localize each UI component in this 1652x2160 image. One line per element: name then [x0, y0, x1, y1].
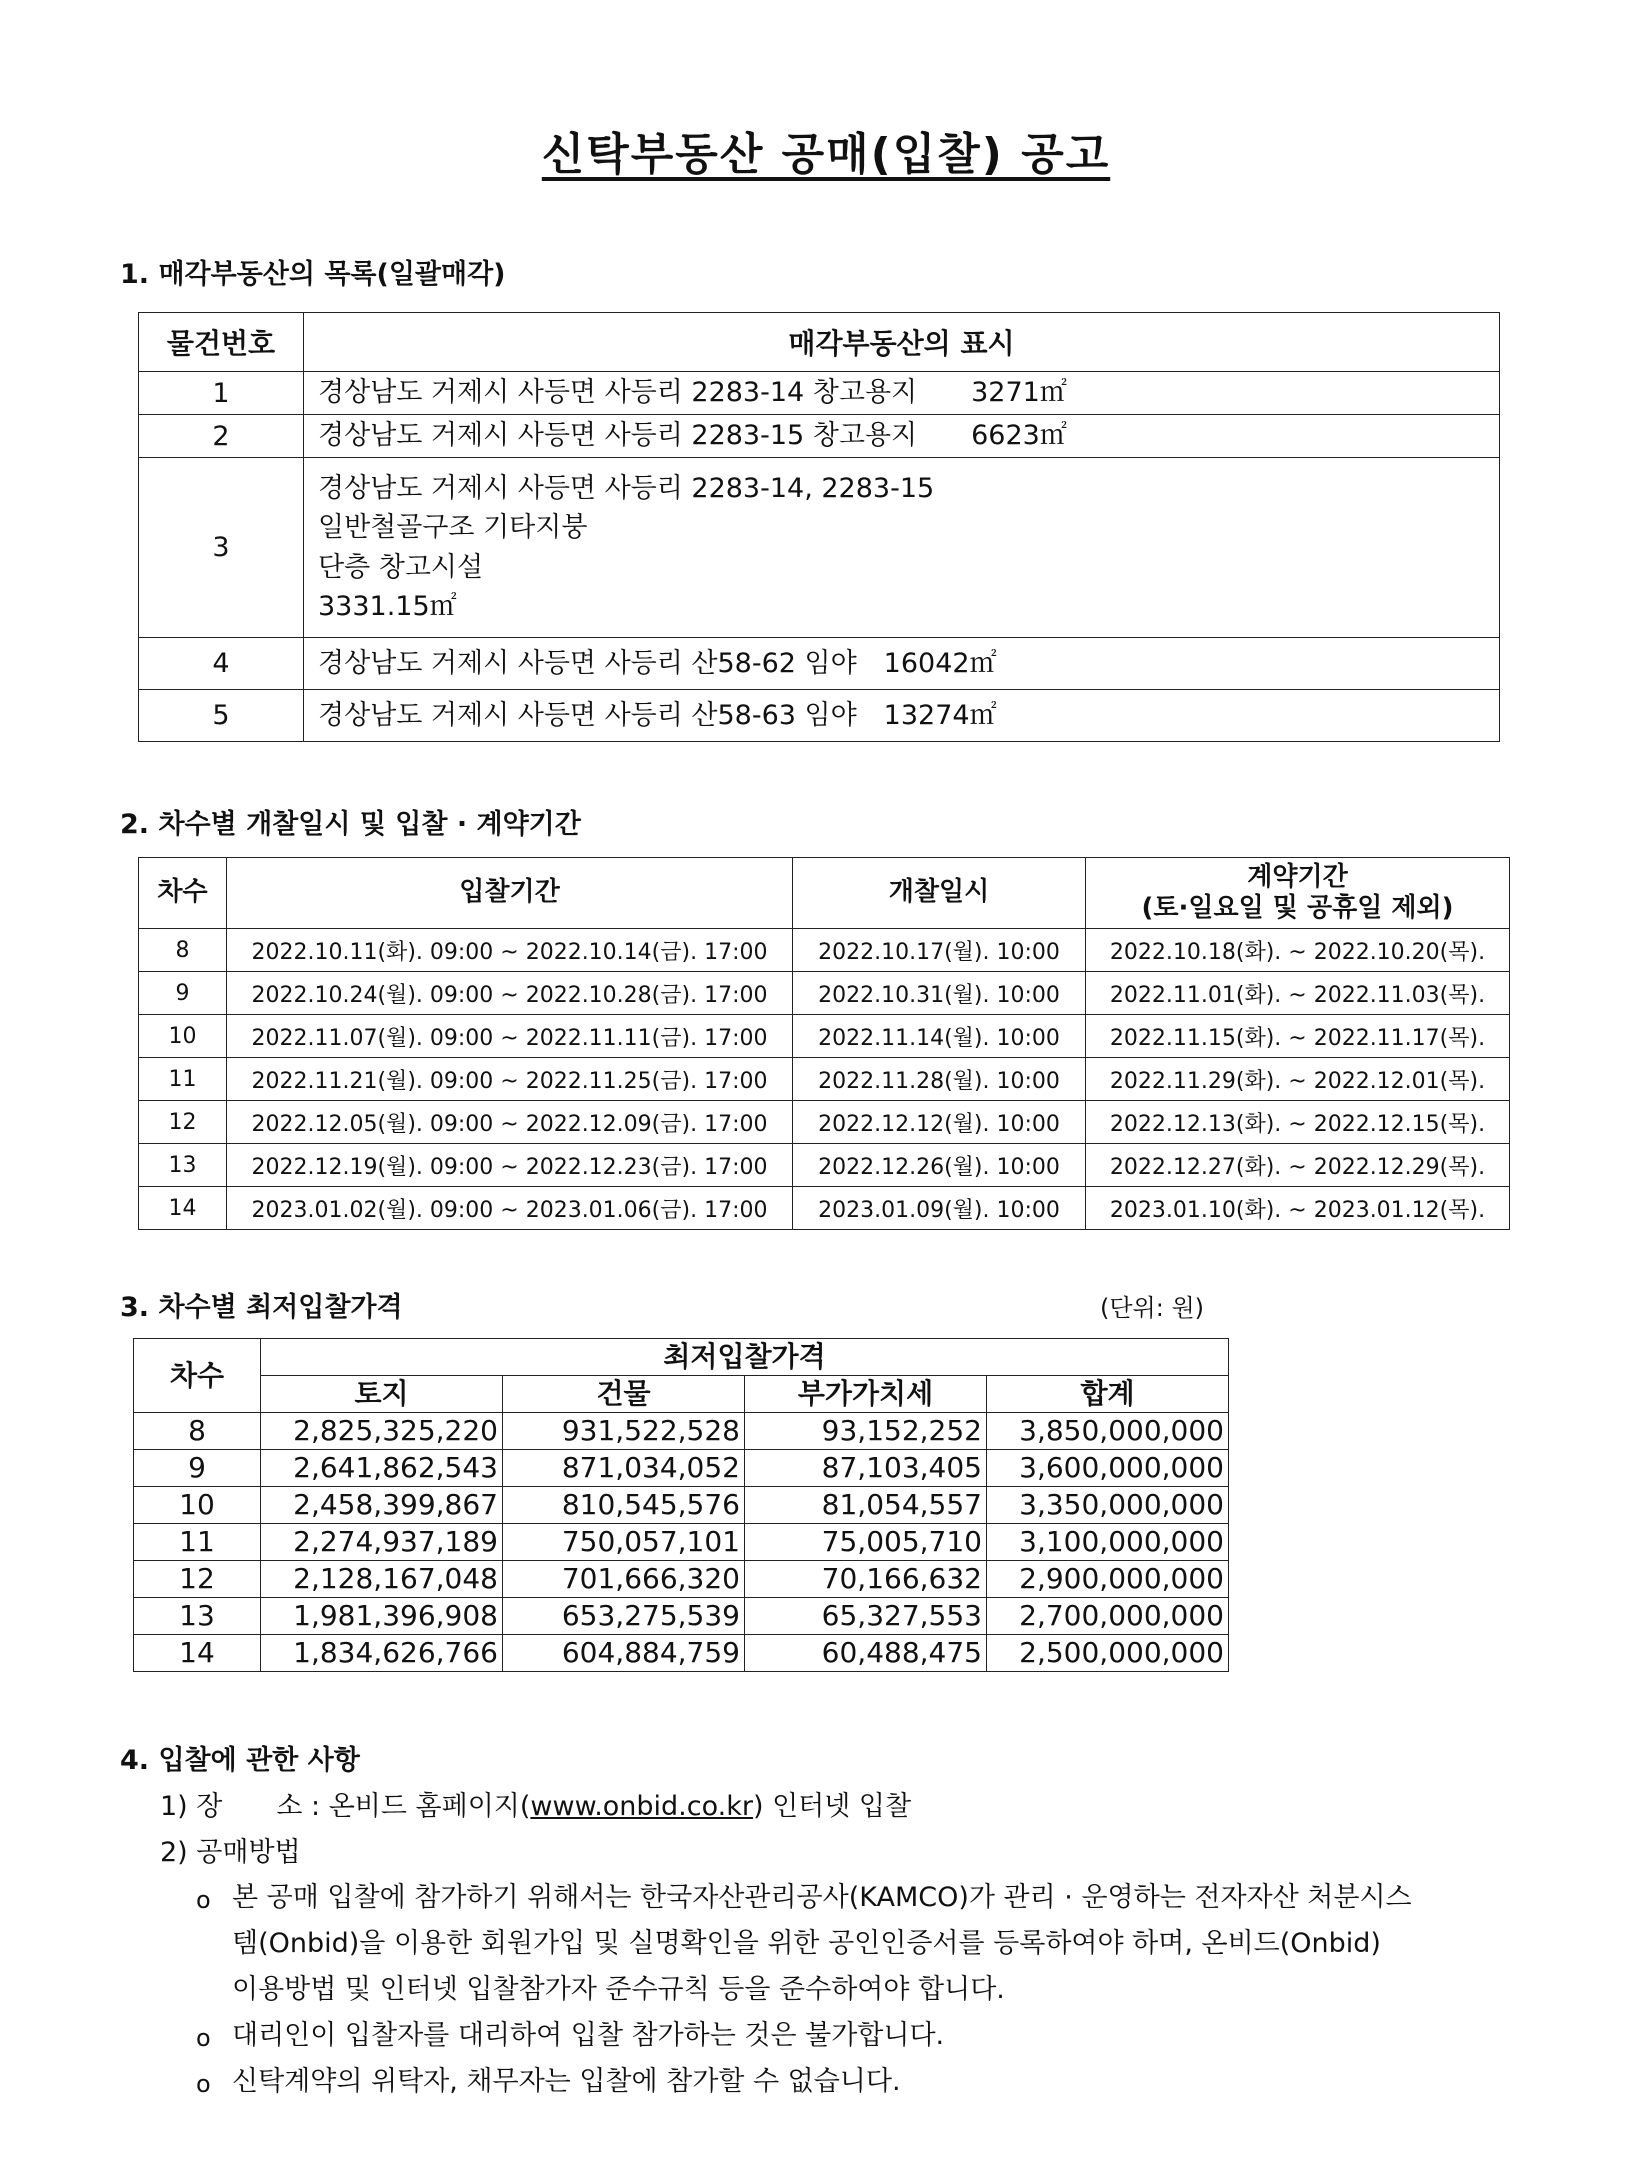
- header-min-price: 최저입찰가격: [261, 1339, 1229, 1376]
- land-price-cell: 2,274,937,189: [261, 1524, 503, 1561]
- building-price-cell: 750,057,101: [503, 1524, 745, 1561]
- vat-cell: 70,166,632: [745, 1561, 987, 1598]
- round-cell: 14: [139, 1187, 227, 1230]
- round-cell: 9: [134, 1450, 261, 1487]
- header-item-number: 물건번호: [139, 313, 304, 372]
- vat-cell: 65,327,553: [745, 1598, 987, 1635]
- total-price-cell: 2,500,000,000: [987, 1635, 1229, 1672]
- building-price-cell: 604,884,759: [503, 1635, 745, 1672]
- vat-cell: 60,488,475: [745, 1635, 987, 1672]
- total-price-cell: 3,350,000,000: [987, 1487, 1229, 1524]
- round-cell: 12: [134, 1561, 261, 1598]
- round-cell: 10: [139, 1015, 227, 1058]
- property-number: 1: [139, 372, 304, 415]
- property-description: 경상남도 거제시 사등면 사등리 산58-63 임야 13274㎡: [304, 690, 1500, 742]
- land-price-cell: 2,458,399,867: [261, 1487, 503, 1524]
- contract-period-cell: 2022.12.13(화). ~ 2022.12.15(목).: [1086, 1101, 1510, 1144]
- section4-heading: 4. 입찰에 관한 사항: [120, 1745, 360, 1776]
- min-price-table: [133, 1338, 1229, 1672]
- bid-period-cell: 2022.10.11(화). 09:00 ~ 2022.10.14(금). 17:00: [227, 929, 793, 972]
- price-row: [134, 1598, 1229, 1635]
- property-description: 경상남도 거제시 사등면 사등리 2283-14, 2283-15 일반철골구조 기타지붕 단층 창고시설 3331.15㎡: [304, 458, 1500, 638]
- property-number: 4: [139, 638, 304, 690]
- contract-period-cell: 2022.11.29(화). ~ 2022.12.01(목).: [1086, 1058, 1510, 1101]
- vat-cell: 93,152,252: [745, 1413, 987, 1450]
- land-price-cell: 2,825,325,220: [261, 1413, 503, 1450]
- total-price-cell: 3,100,000,000: [987, 1524, 1229, 1561]
- page-title: 신탁부동산 공매(입찰) 공고: [541, 129, 1111, 180]
- vat-cell: 75,005,710: [745, 1524, 987, 1561]
- bid-period-cell: 2022.12.19(월). 09:00 ~ 2022.12.23(금). 17:00: [227, 1144, 793, 1187]
- land-price-cell: 1,834,626,766: [261, 1635, 503, 1672]
- schedule-row: [139, 1058, 1510, 1101]
- header-bid-period: 입찰기간: [227, 858, 793, 929]
- bid-period-cell: 2022.12.05(월). 09:00 ~ 2022.12.09(금). 17:00: [227, 1101, 793, 1144]
- building-price-cell: 931,522,528: [503, 1413, 745, 1450]
- land-price-cell: 2,641,862,543: [261, 1450, 503, 1487]
- bid-location: [160, 1787, 911, 1828]
- opening-date-cell: 2022.12.26(월). 10:00: [793, 1144, 1086, 1187]
- property-description: 경상남도 거제시 사등면 사등리 2283-14 창고용지 3271㎡: [304, 372, 1500, 415]
- property-number: 5: [139, 690, 304, 742]
- round-cell: 8: [139, 929, 227, 972]
- price-row: [134, 1487, 1229, 1524]
- section3-heading: 3. 차수별 최저입찰가격: [120, 1292, 403, 1323]
- bullet-icon: o: [196, 1886, 211, 1914]
- land-price-cell: 1,981,396,908: [261, 1598, 503, 1635]
- vat-cell: 87,103,405: [745, 1450, 987, 1487]
- total-price-cell: 2,700,000,000: [987, 1598, 1229, 1635]
- vat-cell: 81,054,557: [745, 1487, 987, 1524]
- opening-date-cell: 2022.11.28(월). 10:00: [793, 1058, 1086, 1101]
- notice-line: 신탁계약의 위탁자, 채무자는 입찰에 참가할 수 없습니다.: [232, 2066, 901, 2097]
- bid-location-suffix: ) 인터넷 입찰: [752, 1791, 912, 1822]
- property-description: 경상남도 거제시 사등면 사등리 산58-62 임야 16042㎡: [304, 638, 1500, 690]
- round-cell: 9: [139, 972, 227, 1015]
- header-contract-period: 계약기간 (토·일요일 및 공휴일 제외): [1086, 858, 1510, 929]
- notice-line: 이용방법 및 인터넷 입찰참가자 준수규칙 등을 준수하여야 합니다.: [232, 1974, 1005, 2005]
- schedule-row: [139, 1144, 1510, 1187]
- land-price-cell: 2,128,167,048: [261, 1561, 503, 1598]
- bid-period-cell: 2022.10.24(월). 09:00 ~ 2022.10.28(금). 17:00: [227, 972, 793, 1015]
- round-cell: 12: [139, 1101, 227, 1144]
- price-row: [134, 1524, 1229, 1561]
- contract-period-cell: 2022.11.01(화). ~ 2022.11.03(목).: [1086, 972, 1510, 1015]
- contract-period-cell: 2023.01.10(화). ~ 2023.01.12(목).: [1086, 1187, 1510, 1230]
- round-cell: 13: [139, 1144, 227, 1187]
- total-price-cell: 2,900,000,000: [987, 1561, 1229, 1598]
- header-round: 차수: [134, 1339, 261, 1413]
- round-cell: 11: [139, 1058, 227, 1101]
- notice-line: 대리인이 입찰자를 대리하여 입찰 참가하는 것은 불가합니다.: [232, 2020, 945, 2051]
- schedule-row: [139, 1187, 1510, 1230]
- unit-label: (단위: 원): [1100, 1294, 1204, 1322]
- bid-period-cell: 2022.11.21(월). 09:00 ~ 2022.11.25(금). 17:00: [227, 1058, 793, 1101]
- property-list-table: [138, 312, 1500, 742]
- total-price-cell: 3,850,000,000: [987, 1413, 1229, 1450]
- header-land: 토지: [261, 1376, 503, 1413]
- bid-method-heading: 2) 공매방법: [160, 1837, 301, 1868]
- header-property-description: 매각부동산의 표시: [304, 313, 1500, 372]
- schedule-row: [139, 929, 1510, 972]
- contract-period-cell: 2022.12.27(화). ~ 2022.12.29(목).: [1086, 1144, 1510, 1187]
- building-price-cell: 701,666,320: [503, 1561, 745, 1598]
- schedule-row: [139, 1101, 1510, 1144]
- schedule-row: [139, 972, 1510, 1015]
- contract-period-cell: 2022.10.18(화). ~ 2022.10.20(목).: [1086, 929, 1510, 972]
- header-total: 합계: [987, 1376, 1229, 1413]
- schedule-row: [139, 1015, 1510, 1058]
- onbid-link[interactable]: www.onbid.co.kr: [530, 1791, 753, 1822]
- section1-heading: 1. 매각부동산의 목록(일괄매각): [120, 259, 506, 290]
- property-number: 2: [139, 415, 304, 458]
- header-opening-date: 개찰일시: [793, 858, 1086, 929]
- building-price-cell: 871,034,052: [503, 1450, 745, 1487]
- opening-date-cell: 2022.11.14(월). 10:00: [793, 1015, 1086, 1058]
- notice-line: 본 공매 입찰에 참가하기 위해서는 한국자산관리공사(KAMCO)가 관리 · 운영하는 전자자산 처분시스: [232, 1882, 1412, 1913]
- opening-date-cell: 2022.10.31(월). 10:00: [793, 972, 1086, 1015]
- price-row: [134, 1561, 1229, 1598]
- notice-line: 템(Onbid)을 이용한 회원가입 및 실명확인을 위한 공인인증서를 등록하여야 하며, 온비드(Onbid): [232, 1928, 1381, 1959]
- opening-date-cell: 2022.12.12(월). 10:00: [793, 1101, 1086, 1144]
- schedule-table: [138, 857, 1510, 1230]
- round-cell: 8: [134, 1413, 261, 1450]
- opening-date-cell: 2023.01.09(월). 10:00: [793, 1187, 1086, 1230]
- price-row: [134, 1635, 1229, 1672]
- header-vat: 부가가치세: [745, 1376, 987, 1413]
- section2-heading: 2. 차수별 개찰일시 및 입찰 · 계약기간: [120, 809, 581, 840]
- header-round: 차수: [139, 858, 227, 929]
- price-row: [134, 1450, 1229, 1487]
- building-price-cell: 653,275,539: [503, 1598, 745, 1635]
- round-cell: 10: [134, 1487, 261, 1524]
- bid-period-cell: 2022.11.07(월). 09:00 ~ 2022.11.11(금). 17:00: [227, 1015, 793, 1058]
- opening-date-cell: 2022.10.17(월). 10:00: [793, 929, 1086, 972]
- property-number: 3: [139, 458, 304, 638]
- bullet-icon: o: [196, 2070, 211, 2098]
- round-cell: 11: [134, 1524, 261, 1561]
- round-cell: 14: [134, 1635, 261, 1672]
- bid-period-cell: 2023.01.02(월). 09:00 ~ 2023.01.06(금). 17:00: [227, 1187, 793, 1230]
- header-building: 건물: [503, 1376, 745, 1413]
- property-description: 경상남도 거제시 사등면 사등리 2283-15 창고용지 6623㎡: [304, 415, 1500, 458]
- round-cell: 13: [134, 1598, 261, 1635]
- bid-location-prefix: 1) 장 소 : 온비드 홈페이지(: [160, 1791, 531, 1822]
- building-price-cell: 810,545,576: [503, 1487, 745, 1524]
- total-price-cell: 3,600,000,000: [987, 1450, 1229, 1487]
- price-row: [134, 1413, 1229, 1450]
- bullet-icon: o: [196, 2024, 211, 2052]
- contract-period-cell: 2022.11.15(화). ~ 2022.11.17(목).: [1086, 1015, 1510, 1058]
